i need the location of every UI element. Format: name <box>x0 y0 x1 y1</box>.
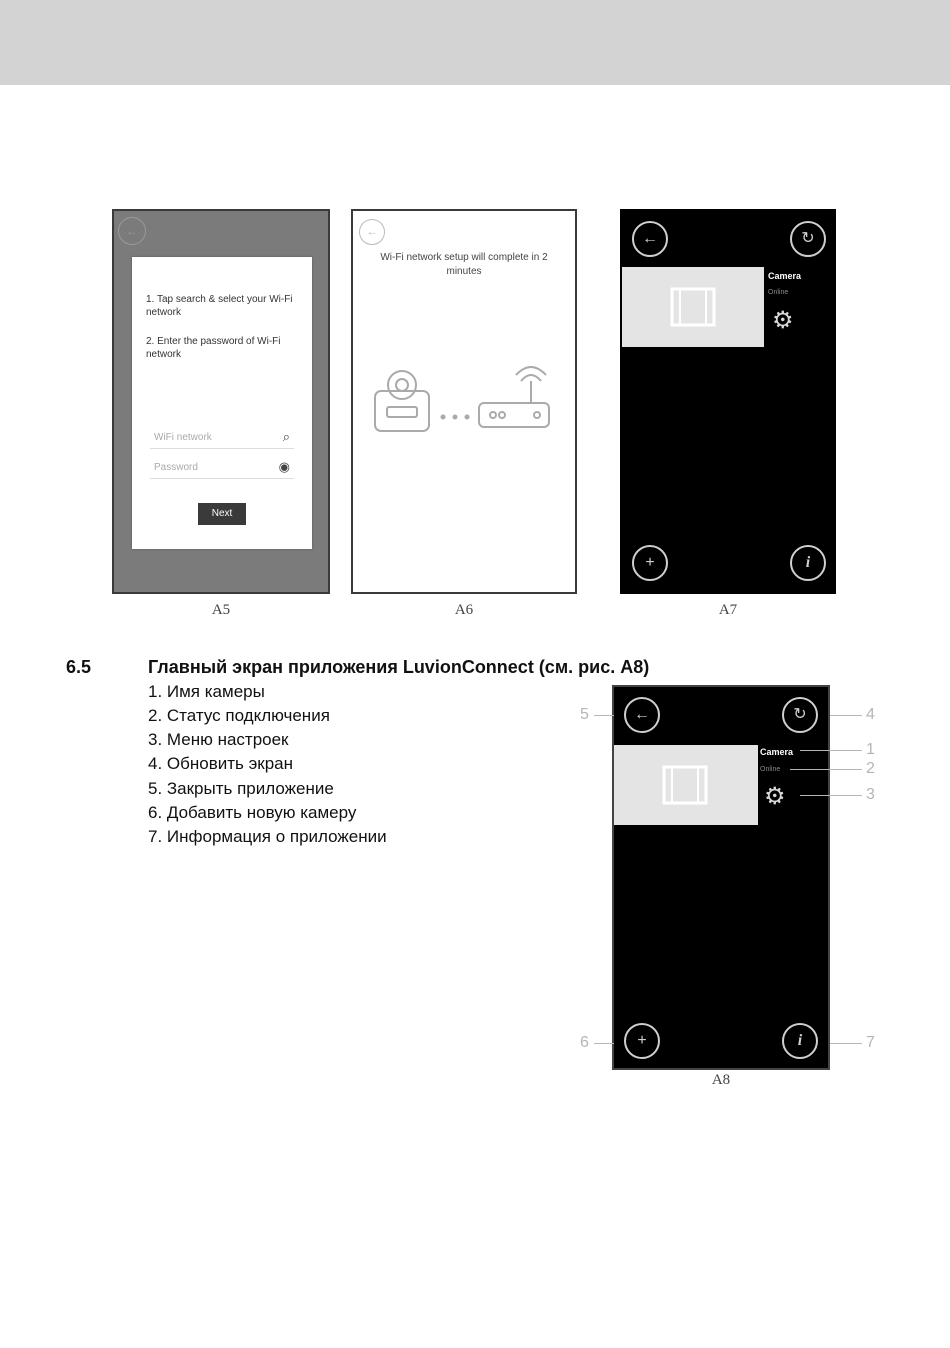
callout-1-arrow <box>800 750 862 751</box>
refresh-icon[interactable]: ↻ <box>790 221 826 257</box>
router-icon <box>479 367 549 427</box>
password-field[interactable] <box>150 457 294 479</box>
callout-5: 5 <box>580 706 589 723</box>
add-camera-icon[interactable]: + <box>624 1023 660 1059</box>
header-band <box>0 0 950 85</box>
callout-6: 6 <box>580 1034 589 1051</box>
list-item: 3. Меню настроек <box>148 730 289 749</box>
refresh-icon[interactable]: ↻ <box>782 697 818 733</box>
back-icon[interactable]: ← <box>359 219 385 245</box>
callout-1: 1 <box>866 741 875 758</box>
camera-status: Online <box>768 289 789 296</box>
figure-label-a6: A6 <box>454 602 474 618</box>
film-icon <box>622 267 764 347</box>
list-item: 4. Обновить экран <box>148 754 294 773</box>
callout-3-arrow <box>800 795 862 796</box>
settings-gear-icon[interactable]: ⚙ <box>764 783 786 810</box>
search-icon[interactable]: ⌕ <box>282 429 290 444</box>
callout-3: 3 <box>866 786 875 803</box>
password-placeholder: Password <box>154 462 198 473</box>
callout-2-arrow <box>790 769 862 770</box>
callout-4: 4 <box>866 706 875 723</box>
camera-to-router-illustration <box>371 361 561 441</box>
camera-name: Camera <box>768 271 802 281</box>
callout-2: 2 <box>866 760 875 777</box>
camera-name: Camera <box>760 747 794 757</box>
info-icon[interactable]: i <box>790 545 826 581</box>
film-icon <box>614 745 758 825</box>
list-item: 5. Закрыть приложение <box>148 779 334 798</box>
add-camera-icon[interactable]: + <box>632 545 668 581</box>
next-button[interactable]: Next <box>198 503 246 525</box>
wifi-network-field[interactable] <box>150 427 294 449</box>
close-app-icon[interactable]: ← <box>632 221 668 257</box>
screen-a7 <box>620 209 836 594</box>
back-icon[interactable]: ← <box>118 217 146 245</box>
camera-thumbnail[interactable] <box>614 745 758 825</box>
screen-a6 <box>351 209 577 594</box>
wifi-dialog <box>132 257 312 549</box>
eye-icon[interactable]: ◉ <box>278 459 290 474</box>
camera-thumbnail[interactable] <box>622 267 764 347</box>
screen-a8 <box>612 685 830 1070</box>
figure-label-a8: A8 <box>711 1072 731 1088</box>
instruction-1: 1. Tap search & select your Wi-Fi network <box>146 294 293 318</box>
figure-label-a5: A5 <box>211 602 231 618</box>
section-number: 6.5 <box>66 657 92 677</box>
wifi-network-placeholder: WiFi network <box>154 432 212 443</box>
setup-text: Wi-Fi network setup will complete in 2 minutes <box>380 252 548 277</box>
camera-status: Online <box>760 766 781 773</box>
list-item: 1. Имя камеры <box>148 682 265 701</box>
callout-7-arrow <box>830 1043 862 1044</box>
list-item: 7. Информация о приложении <box>148 827 387 846</box>
callout-6-arrow <box>594 1043 614 1044</box>
screen-a5 <box>112 209 330 594</box>
callout-4-arrow <box>830 715 862 716</box>
section-title: Главный экран приложения LuvionConnect (см. рис. A8) <box>148 657 650 677</box>
instruction-2: 2. Enter the password of Wi-Fi network <box>146 336 281 360</box>
callout-7: 7 <box>866 1034 875 1051</box>
camera-icon <box>375 371 429 431</box>
list-item: 2. Статус подключения <box>148 706 330 725</box>
close-app-icon[interactable]: ← <box>624 697 660 733</box>
callout-5-arrow <box>594 715 614 716</box>
figure-label-a7: A7 <box>718 602 738 618</box>
info-icon[interactable]: i <box>782 1023 818 1059</box>
list-item: 6. Добавить новую камеру <box>148 803 357 822</box>
settings-gear-icon[interactable]: ⚙ <box>772 307 794 334</box>
dots-icon <box>441 415 470 420</box>
